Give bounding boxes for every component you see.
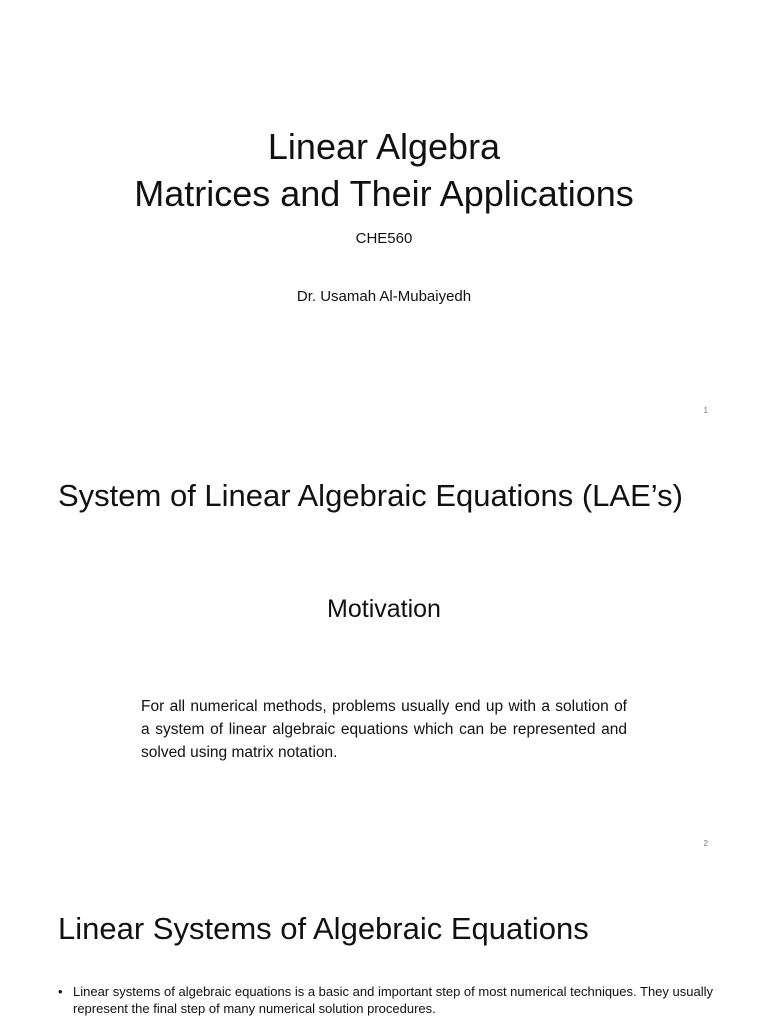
slide-3	[0, 866, 768, 1024]
list-item	[58, 983, 718, 1017]
slide-1	[0, 0, 768, 432]
course-code: CHE560	[355, 230, 413, 247]
slide-1-title-line-1: Linear Algebra	[267, 126, 501, 167]
author-name: Dr. Usamah Al-Mubaiyedh	[296, 288, 472, 305]
slide-1-title-line-2: Matrices and Their Applications	[134, 173, 634, 214]
slide-2	[0, 433, 768, 865]
slide-2-page-number: 2	[703, 839, 708, 848]
slide-3-heading: Linear Systems of Algebraic Equations	[58, 911, 589, 946]
bullet-text: Linear systems of algebraic equations is a basic and important step of most numerical techniques. They usually represent the final step of many numerical solution procedures.	[73, 984, 713, 1016]
slide-2-subheading: Motivation	[327, 595, 441, 623]
slide-1-page-number: 1	[703, 406, 708, 415]
slide-2-paragraph: For all numerical methods, problems usually end up with a solution of a system of linear algebraic equations which can be represented and solved using matrix notation.	[141, 698, 627, 761]
slide-2-heading: System of Linear Algebraic Equations (LAE’s)	[58, 478, 683, 513]
slide-3-bullet-list	[58, 983, 718, 1017]
bullet-icon: •	[58, 984, 63, 999]
